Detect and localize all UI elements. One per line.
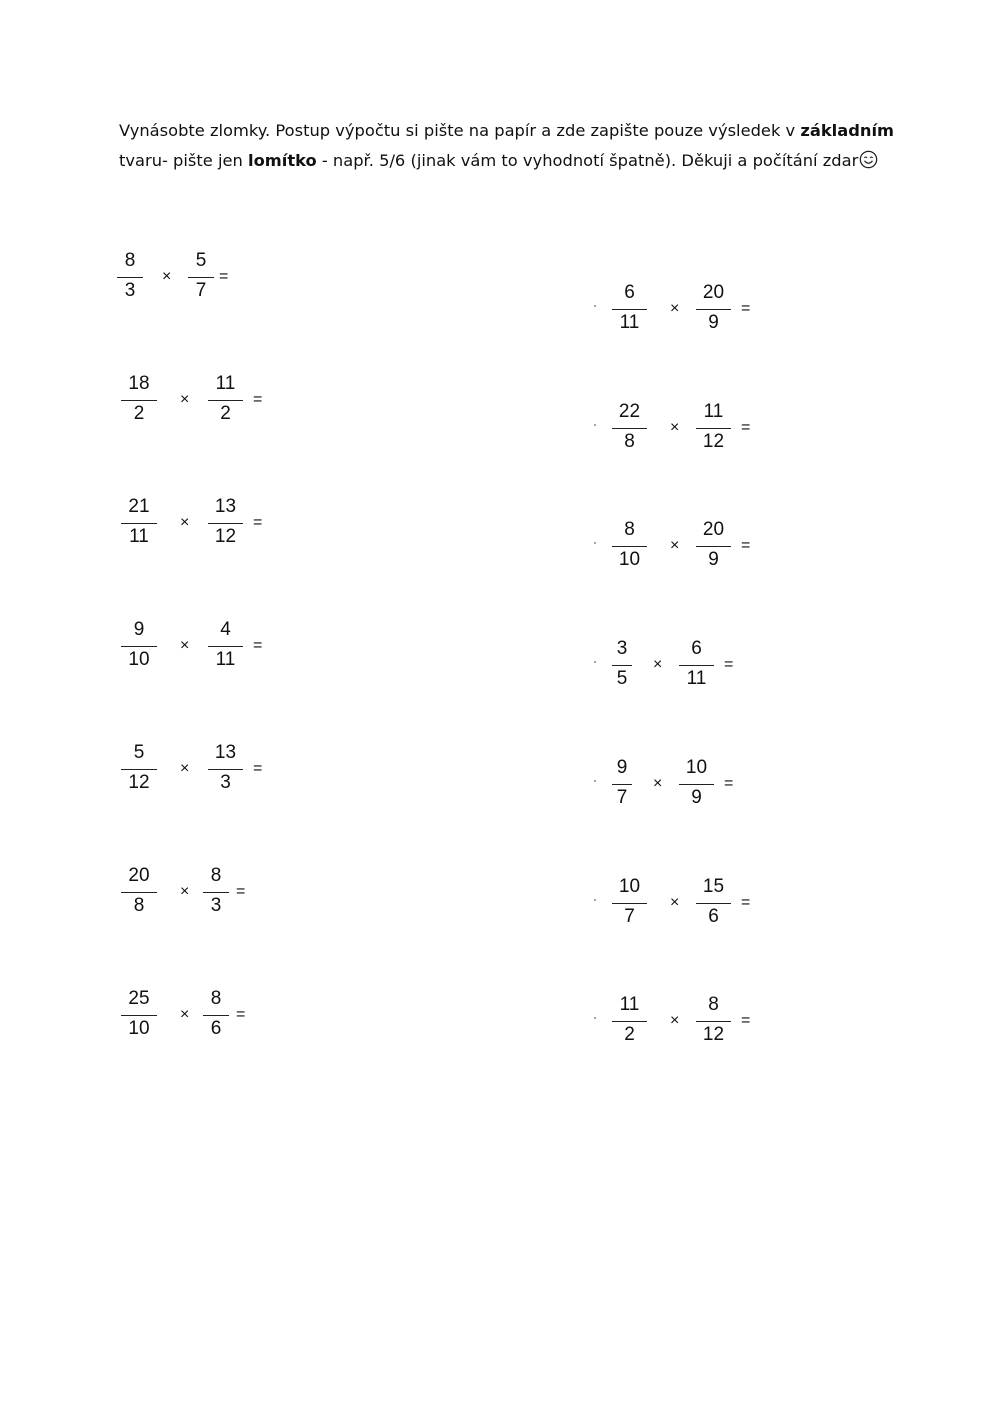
equals-sign: = bbox=[253, 391, 263, 408]
multiply-sign: × bbox=[653, 656, 663, 673]
fraction-numerator: 25 bbox=[128, 988, 150, 1009]
right-problem-7 bbox=[0, 991, 1000, 1055]
fraction-bar bbox=[612, 665, 632, 666]
equals-sign: = bbox=[724, 775, 734, 792]
fraction-denominator: 9 bbox=[691, 787, 702, 808]
second-fraction bbox=[696, 873, 731, 937]
multiply-sign: × bbox=[670, 894, 680, 911]
smiley-icon bbox=[859, 150, 878, 169]
fraction-bar bbox=[612, 546, 647, 547]
second-fraction bbox=[696, 279, 731, 343]
equals-sign: = bbox=[253, 514, 263, 531]
fraction-bar bbox=[612, 784, 632, 785]
equals-sign: = bbox=[741, 1012, 751, 1029]
fraction-numerator: 5 bbox=[133, 742, 145, 763]
first-fraction bbox=[612, 754, 632, 818]
fraction-numerator: 6 bbox=[691, 638, 702, 659]
fraction-bar bbox=[188, 277, 214, 278]
fraction-numerator: 8 bbox=[124, 250, 136, 271]
fraction-denominator: 3 bbox=[220, 772, 231, 793]
first-fraction bbox=[612, 279, 647, 343]
fraction-bar bbox=[612, 903, 647, 904]
fraction-numerator: 8 bbox=[210, 865, 222, 886]
fraction-numerator: 11 bbox=[215, 373, 236, 394]
second-fraction bbox=[679, 754, 714, 818]
fraction-numerator: 10 bbox=[685, 757, 708, 778]
fraction-numerator: 3 bbox=[616, 638, 628, 659]
fraction-denominator: 8 bbox=[624, 431, 635, 452]
fraction-denominator: 2 bbox=[624, 1024, 635, 1045]
instructions-bold-slash: lomítko bbox=[248, 151, 317, 170]
answer-marker bbox=[594, 1017, 596, 1019]
fraction-bar bbox=[612, 428, 647, 429]
fraction-denominator: 7 bbox=[624, 906, 635, 927]
multiply-sign: × bbox=[162, 268, 172, 285]
fraction-bar bbox=[696, 903, 731, 904]
first-fraction bbox=[612, 635, 632, 699]
multiply-sign: × bbox=[180, 391, 190, 408]
instructions-bold-basic-form: základním bbox=[800, 121, 895, 140]
fraction-denominator: 9 bbox=[708, 312, 719, 333]
fraction-numerator: 6 bbox=[624, 282, 635, 303]
answer-marker bbox=[594, 899, 596, 901]
fraction-numerator: 18 bbox=[128, 373, 150, 394]
first-fraction bbox=[612, 516, 647, 580]
answer-marker bbox=[594, 424, 596, 426]
fraction-denominator: 11 bbox=[215, 649, 236, 670]
fraction-numerator: 9 bbox=[133, 619, 145, 640]
fraction-numerator: 22 bbox=[618, 401, 641, 422]
equals-sign: = bbox=[219, 268, 229, 285]
fraction-denominator: 7 bbox=[195, 280, 207, 301]
fraction-bar bbox=[612, 309, 647, 310]
right-problem-1 bbox=[0, 279, 1000, 343]
equals-sign: = bbox=[236, 1006, 246, 1023]
multiply-sign: × bbox=[180, 760, 190, 777]
answer-marker bbox=[594, 661, 596, 663]
fraction-bar bbox=[679, 665, 714, 666]
equals-sign: = bbox=[253, 760, 263, 777]
fraction-bar bbox=[117, 277, 143, 278]
multiply-sign: × bbox=[670, 537, 680, 554]
equals-sign: = bbox=[741, 419, 751, 436]
fraction-denominator: 12 bbox=[702, 1024, 725, 1045]
second-fraction bbox=[679, 635, 714, 699]
fraction-denominator: 6 bbox=[210, 1018, 222, 1039]
right-problem-5 bbox=[0, 754, 1000, 818]
equals-sign: = bbox=[741, 537, 751, 554]
equals-sign: = bbox=[253, 637, 263, 654]
fraction-denominator: 10 bbox=[618, 549, 641, 570]
fraction-numerator: 13 bbox=[214, 742, 237, 763]
equals-sign: = bbox=[724, 656, 734, 673]
fraction-denominator: 12 bbox=[214, 526, 237, 547]
multiply-sign: × bbox=[670, 300, 680, 317]
multiply-sign: × bbox=[670, 419, 680, 436]
fraction-numerator: 20 bbox=[702, 519, 725, 540]
instructions bbox=[119, 116, 899, 176]
fraction-denominator: 11 bbox=[129, 526, 149, 547]
fraction-numerator: 8 bbox=[708, 994, 719, 1015]
multiply-sign: × bbox=[180, 514, 190, 531]
fraction-numerator: 10 bbox=[618, 876, 641, 897]
second-fraction bbox=[696, 991, 731, 1055]
second-fraction bbox=[696, 398, 731, 462]
fraction-numerator: 8 bbox=[210, 988, 222, 1009]
fraction-denominator: 11 bbox=[686, 668, 707, 689]
fraction-denominator: 9 bbox=[708, 549, 719, 570]
multiply-sign: × bbox=[670, 1012, 680, 1029]
equals-sign: = bbox=[741, 300, 751, 317]
fraction-bar bbox=[696, 309, 731, 310]
fraction-denominator: 3 bbox=[124, 280, 136, 301]
multiply-sign: × bbox=[653, 775, 663, 792]
fraction-denominator: 10 bbox=[128, 649, 150, 670]
fraction-bar bbox=[612, 1021, 647, 1022]
multiply-sign: × bbox=[180, 637, 190, 654]
fraction-numerator: 20 bbox=[702, 282, 725, 303]
equals-sign: = bbox=[741, 894, 751, 911]
right-problem-2 bbox=[0, 398, 1000, 462]
fraction-numerator: 9 bbox=[616, 757, 628, 778]
fraction-denominator: 2 bbox=[220, 403, 231, 424]
fraction-numerator: 13 bbox=[214, 496, 237, 517]
first-fraction bbox=[612, 398, 647, 462]
fraction-denominator: 12 bbox=[128, 772, 150, 793]
first-fraction bbox=[612, 873, 647, 937]
fraction-numerator: 21 bbox=[128, 496, 150, 517]
second-fraction bbox=[696, 516, 731, 580]
equals-sign: = bbox=[236, 883, 246, 900]
first-fraction bbox=[612, 991, 647, 1055]
fraction-denominator: 5 bbox=[616, 668, 628, 689]
fraction-denominator: 8 bbox=[133, 895, 145, 916]
fraction-numerator: 5 bbox=[195, 250, 207, 271]
fraction-denominator: 10 bbox=[128, 1018, 150, 1039]
fraction-numerator: 11 bbox=[703, 401, 724, 422]
fraction-denominator: 2 bbox=[133, 403, 145, 424]
instructions-text-3: - např. 5/6 (jinak vám to vyhodnotí špatně). Děkuji a počítání zdar bbox=[316, 151, 859, 170]
answer-marker bbox=[594, 305, 596, 307]
right-problem-4 bbox=[0, 635, 1000, 699]
right-problem-6 bbox=[0, 873, 1000, 937]
fraction-denominator: 11 bbox=[619, 312, 640, 333]
answer-marker bbox=[594, 542, 596, 544]
multiply-sign: × bbox=[180, 883, 190, 900]
fraction-denominator: 3 bbox=[210, 895, 222, 916]
multiply-sign: × bbox=[180, 1006, 190, 1023]
fraction-bar bbox=[696, 546, 731, 547]
fraction-denominator: 12 bbox=[702, 431, 725, 452]
fraction-numerator: 8 bbox=[624, 519, 635, 540]
instructions-text-1: Vynásobte zlomky. Postup výpočtu si pište na papír a zde zapište pouze výsledek v bbox=[119, 121, 801, 140]
fraction-bar bbox=[679, 784, 714, 785]
fraction-denominator: 6 bbox=[708, 906, 719, 927]
fraction-numerator: 11 bbox=[619, 994, 640, 1015]
answer-marker bbox=[594, 780, 596, 782]
fraction-denominator: 7 bbox=[616, 787, 628, 808]
fraction-bar bbox=[696, 428, 731, 429]
fraction-numerator: 15 bbox=[702, 876, 725, 897]
fraction-bar bbox=[696, 1021, 731, 1022]
fraction-numerator: 20 bbox=[128, 865, 150, 886]
fraction-numerator: 4 bbox=[220, 619, 231, 640]
right-problem-3 bbox=[0, 516, 1000, 580]
instructions-text-2: tvaru- pište jen bbox=[119, 151, 249, 170]
